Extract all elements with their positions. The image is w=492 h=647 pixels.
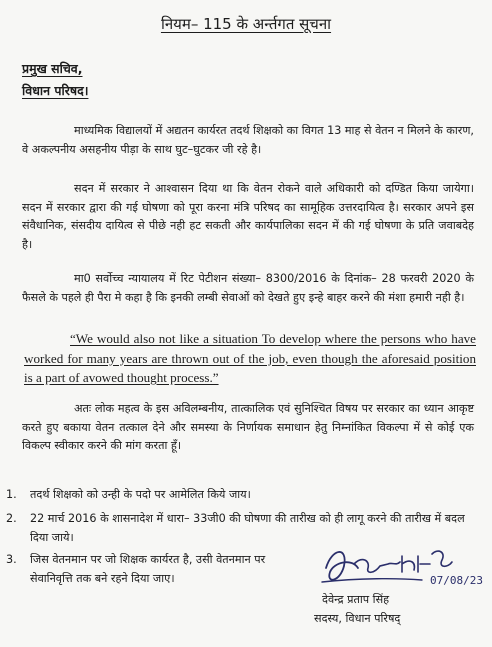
signatory-name: देवेन्द्र प्रताप सिंह [322,593,390,606]
court-quote [24,329,476,388]
paragraph-government-assurance: सदन में सरकार ने आश्वासन दिया था कि वेतन रोकने वाले अधिकारी को दण्डित किया जायेगा। सदन में सरकार द्वारा की गई घोषणा को पूरा करना मंत्रि परिषद का सामूहिक उत्तरदायित्व है। सरकार अपने इस संवैधानिक, संसदीय दायित्व से पीछे नही हट सकती और कार्यपालिका सदन में की गई घोषणा के प्रति जवाबदेह है। [22,182,474,251]
option-text: जिस वेतनमान पर जो शिक्षक कार्यरत है, उसी वेतनमान पर सेवानिवृत्ति तक बने रहने दिया जाए। [30,553,266,585]
court-quote-text: “We would also not like a situation To develop where the persons who have worked for many years are thrown out of the job, even though the aforesaid position is a part of avowed thought process.” [24,331,476,385]
paragraph-supreme-court: मा0 सर्वोच्च न्यायालय में रिट पेटीशन संख्या– 8300/2016 के दिनांक– 28 फरवरी 2020 के फैसले के पहले ही पैरा मे कहा है कि इनकी लम्बी सेवाओं को देखते हुए इन्हे बाहर करने की मंशा हमारी नही है। [22,272,474,304]
option-item [6,486,472,505]
option-list-3 [6,551,306,588]
addressee-line-2 [22,82,88,99]
option-number: 3. [6,553,17,566]
option-text: 22 मार्च 2016 के शासनादेश में धारा– 33जी0 की घोषणा की तारीख को ही लागू करने की तारीख में बदल दिया जाये। [30,512,465,544]
option-text: तदर्थ शिक्षको को उन्ही के पदो पर आमेलित किये जाय। [30,488,251,501]
document-title-text: नियम– 115 के अर्न्तगत सूचना [160,15,332,33]
addressee-designation: प्रमुख सचिव, [22,61,83,76]
document-title [0,14,492,34]
paragraph-salary-issue: माध्यमिक विद्यालयों में अद्यतन कार्यरत तदर्थ शिक्षको का विगत 13 माह से वेतन न मिलने के कारण, वे अकल्पनीय असहनीय पीड़ा के साथ घुट–घुटकर जी रहे है। [22,124,474,156]
addressee-line-1 [22,60,83,77]
addressee-office: विधान परिषद। [22,83,89,98]
option-list-1 [6,486,472,505]
handwritten-signature [318,538,483,594]
signature-date: 07/08/23 [430,574,483,587]
signatory-designation: सदस्य, विधान परिषद् [314,612,401,625]
paragraph-demand: अतः लोक महत्व के इस अविलम्बनीय, तात्कालिक एवं सुनिश्चित विषय पर सरकार का ध्यान आकृष्ट करते हुए बकाया वेतन तत्काल देने और समस्या के निर्णायक समाधान हेतु निम्नांकित विकल्पा में से कोई एक विकल्प स्वीकार करने की मांग करता हूँ। [22,402,474,453]
option-number: 2. [6,512,17,525]
option-item [6,551,306,588]
option-number: 1. [6,488,17,501]
